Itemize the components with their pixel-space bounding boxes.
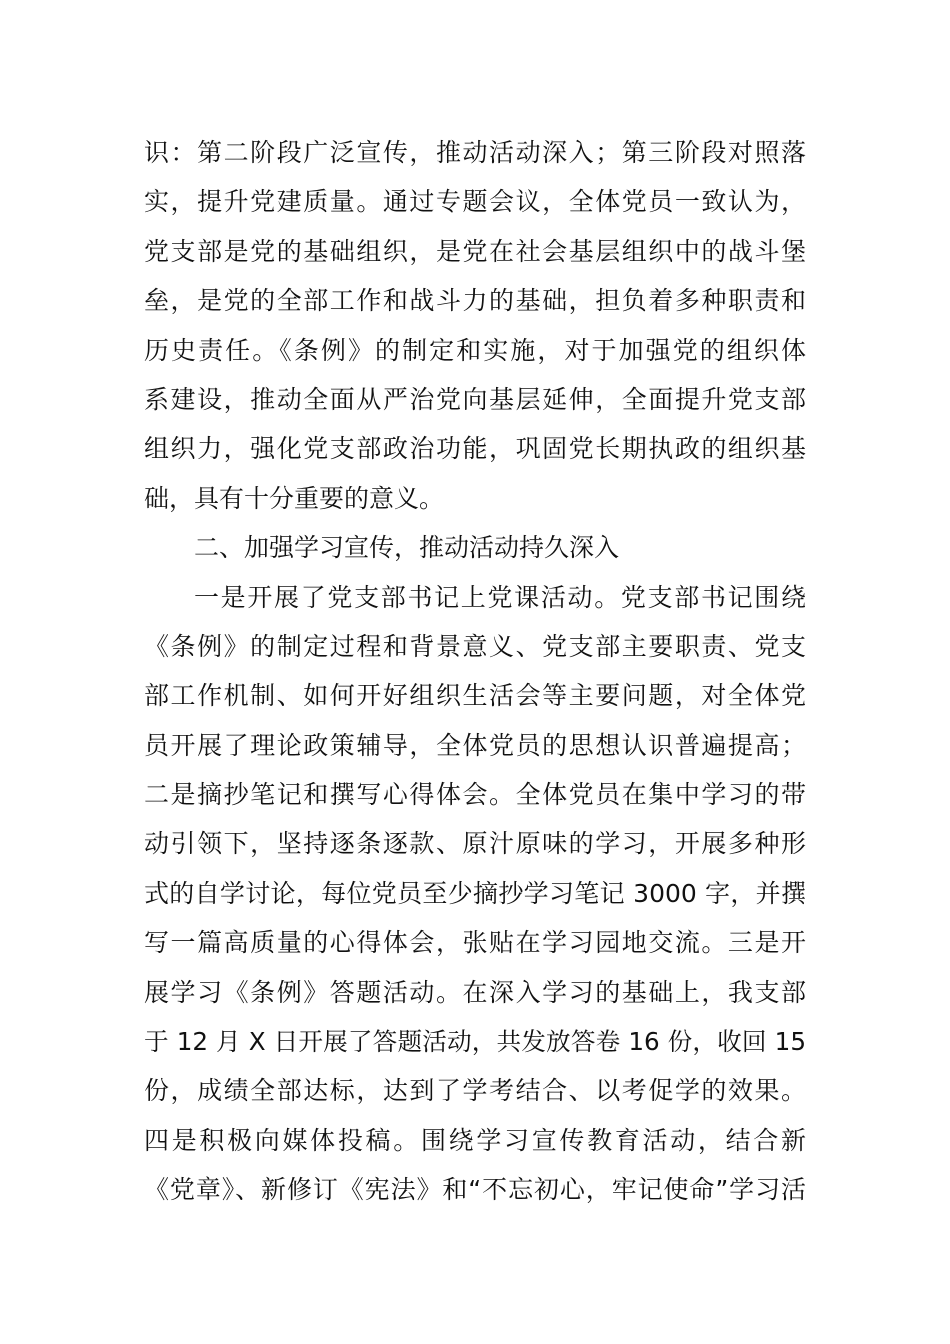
text-line: 写一篇高质量的心得体会，张贴在学习园地交流。三是开 xyxy=(144,928,806,958)
text-line: 垒，是党的全部工作和战斗力的基础，担负着多种职责和 xyxy=(144,286,806,316)
text-line: 实，提升党建质量。通过专题会议，全体党员一致认为， xyxy=(144,187,806,217)
text-line: 《条例》的制定过程和背景意义、党支部主要职责、党支 xyxy=(144,631,806,661)
text-line: 识：第二阶段广泛宣传，推动活动深入；第三阶段对照落 xyxy=(144,138,806,167)
text-line: 式的自学讨论，每位党员至少摘抄学习笔记 3000 字，并撰 xyxy=(144,878,806,908)
text-line: 四是积极向媒体投稿。围绕学习宣传教育活动，结合新 xyxy=(144,1125,806,1155)
text-line: 《党章》、新修订《宪法》和“不忘初心，牢记使命”学习活 xyxy=(144,1175,806,1205)
text-line: 部工作机制、如何开好组织生活会等主要问题，对全体党 xyxy=(144,681,806,711)
text-line: 历史责任。《条例》的制定和实施，对于加强党的组织体 xyxy=(144,335,806,365)
text-line: 组织力，强化党支部政治功能，巩固党长期执政的组织基 xyxy=(144,434,806,464)
text-line: 员开展了理论政策辅导，全体党员的思想认识普遍提高； xyxy=(144,730,806,760)
text-line: 二是摘抄笔记和撰写心得体会。全体党员在集中学习的带 xyxy=(144,780,806,810)
text-line: 一是开展了党支部书记上党课活动。党支部书记围绕 xyxy=(194,582,806,612)
text-line: 础，具有十分重要的意义。 xyxy=(144,483,445,513)
text-line: 于 12 月 X 日开展了答题活动，共发放答卷 16 份，收回 15 xyxy=(144,1027,806,1057)
text-line: 党支部是党的基础组织，是党在社会基层组织中的战斗堡 xyxy=(144,236,806,266)
text-line: 展学习《条例》答题活动。在深入学习的基础上，我支部 xyxy=(144,977,806,1007)
section-heading: 二、加强学习宣传，推动活动持久深入 xyxy=(194,533,620,563)
text-line: 系建设，推动全面从严治党向基层延伸，全面提升党支部 xyxy=(144,384,806,414)
text-line: 动引领下，坚持逐条逐款、原汁原味的学习，开展多种形 xyxy=(144,829,806,859)
body-text xyxy=(144,128,806,1215)
text-line: 份，成绩全部达标，达到了学考结合、以考促学的效果。 xyxy=(144,1076,806,1106)
